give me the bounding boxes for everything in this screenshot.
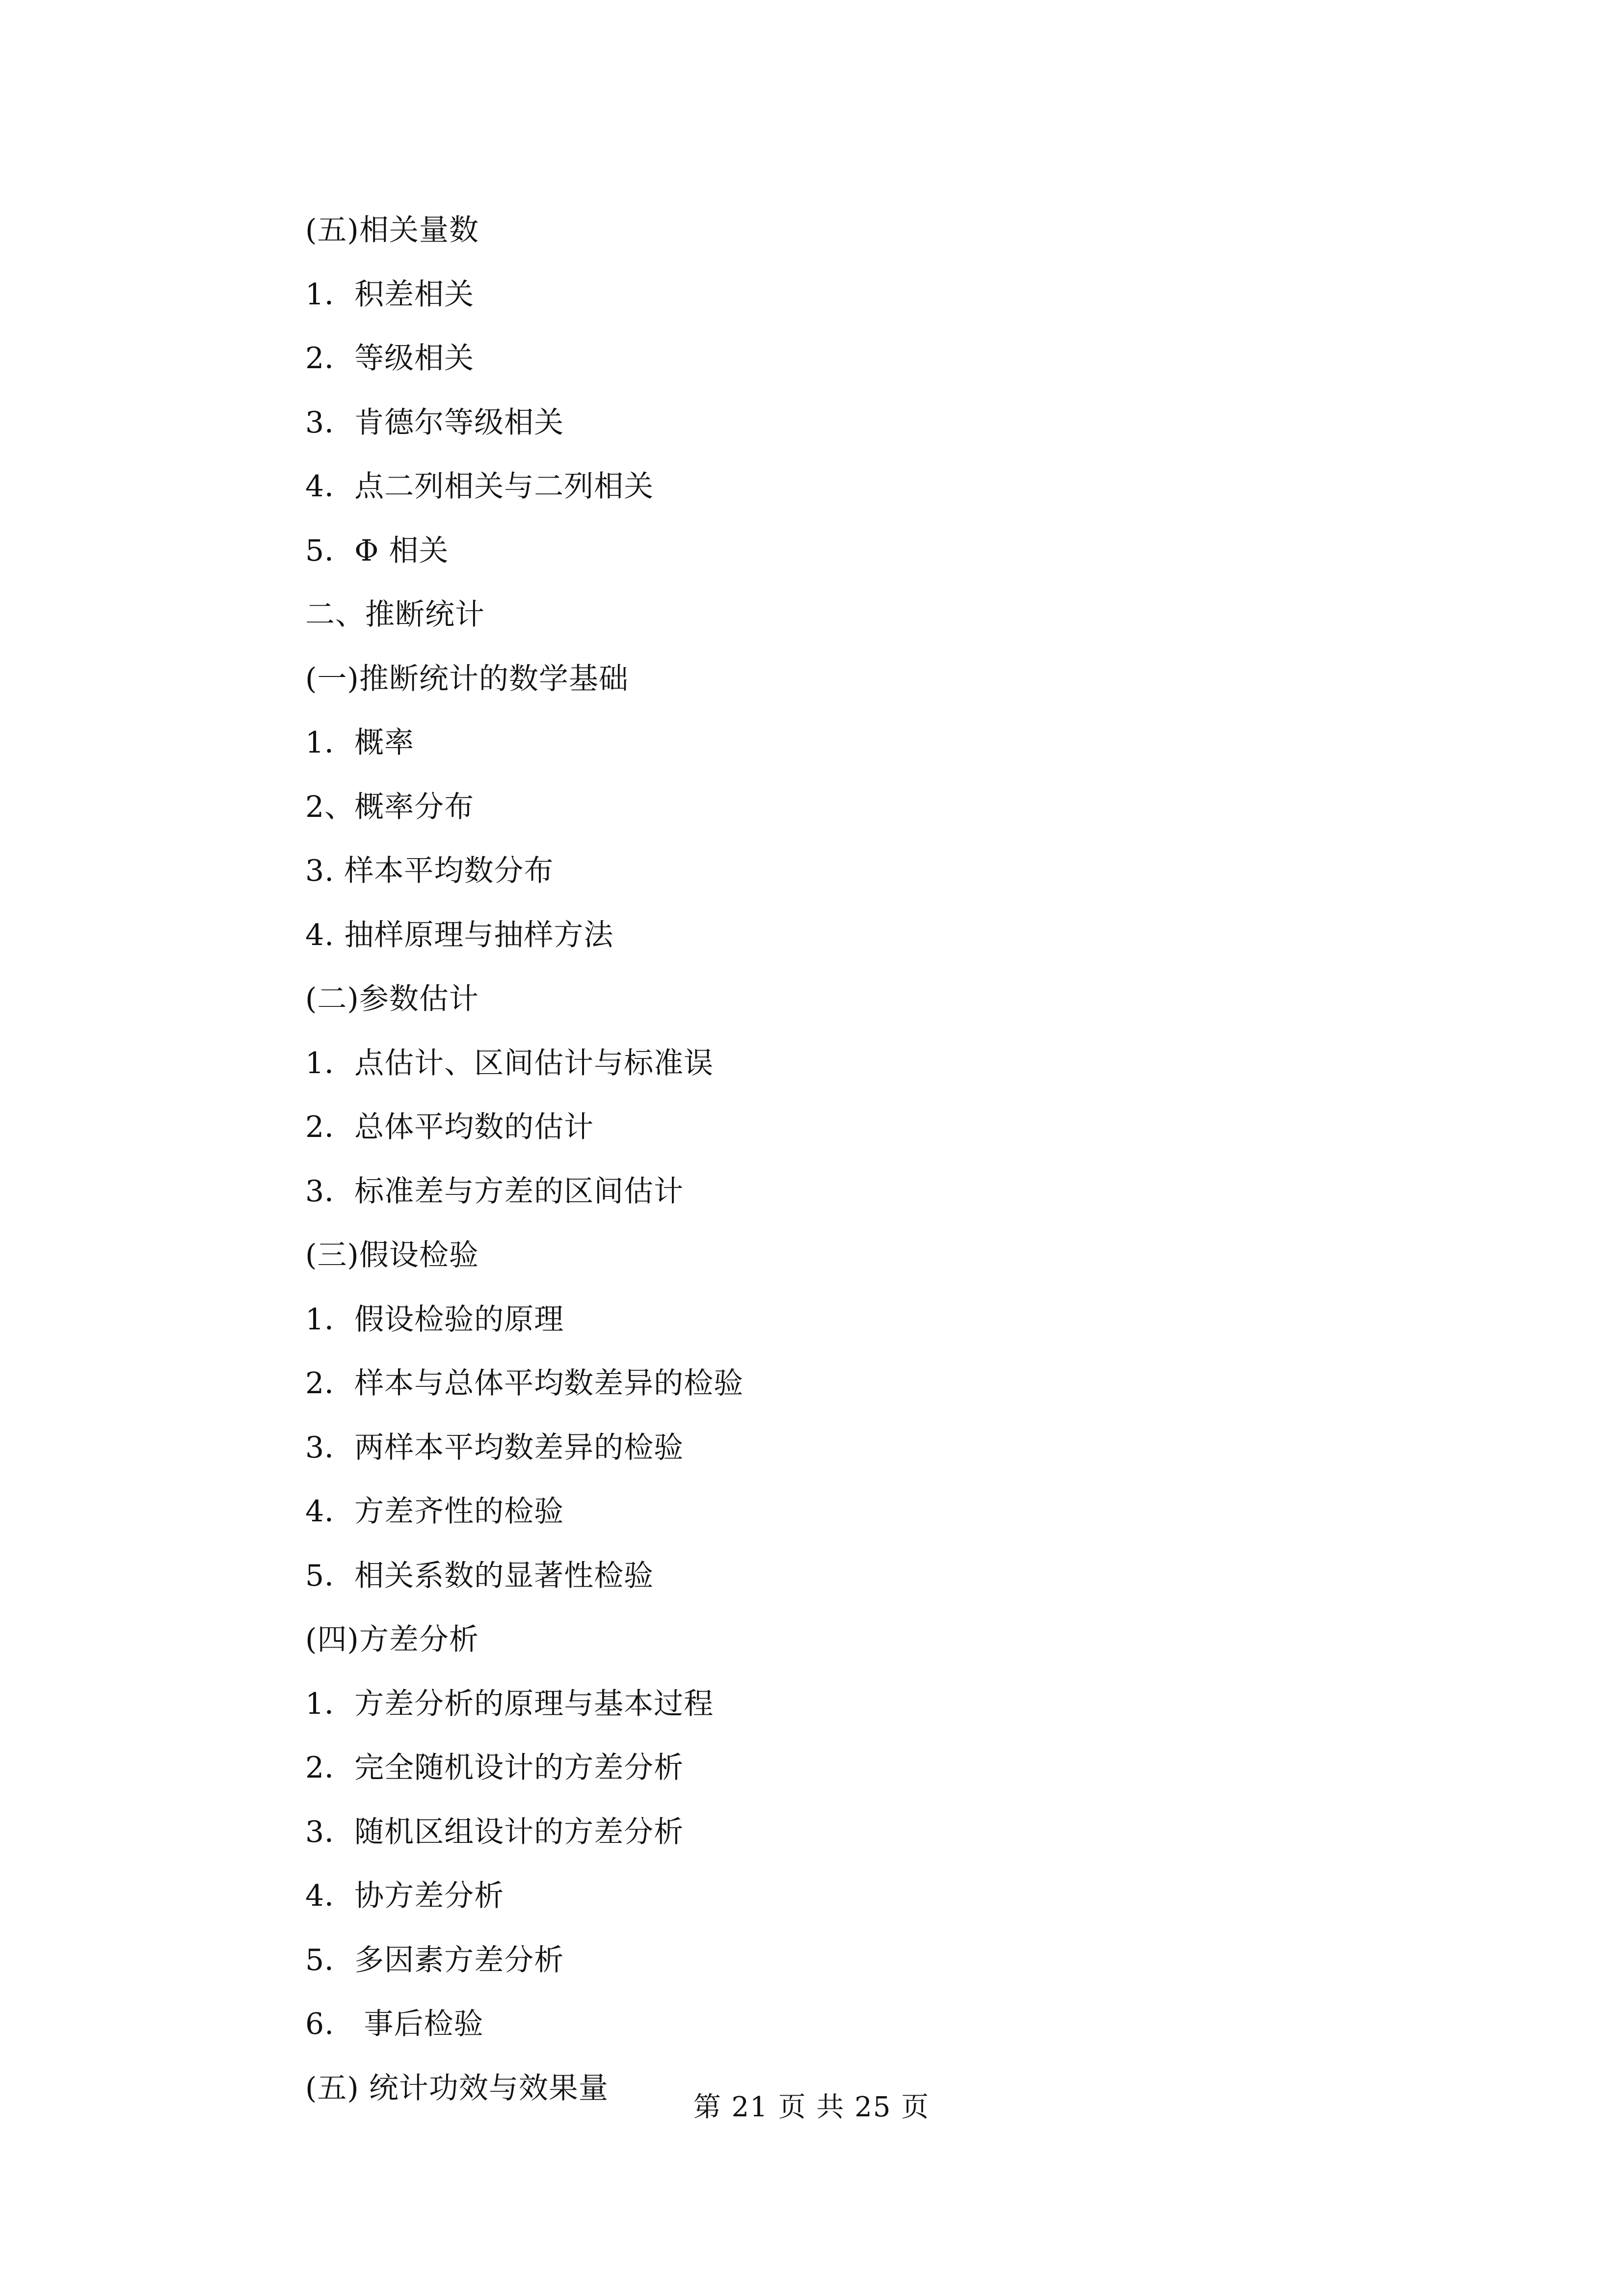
list-item: 2．总体平均数的估计 — [305, 1110, 594, 1144]
list-item: 4. 抽样原理与抽样方法 — [305, 918, 614, 952]
section-heading: (五)相关量数 — [305, 213, 479, 247]
list-item: 1．点估计、区间估计与标准误 — [305, 1046, 714, 1080]
page-number-footer: 第 21 页 共 25 页 — [693, 2091, 930, 2123]
list-item: 3．两样本平均数差异的检验 — [305, 1430, 684, 1465]
list-item: 2．完全随机设计的方差分析 — [305, 1751, 684, 1785]
list-item: 4．点二列相关与二列相关 — [305, 469, 654, 504]
list-item: 4．方差齐性的检验 — [305, 1494, 564, 1529]
list-item: 5．Φ 相关 — [305, 533, 449, 568]
list-item: 3. 样本平均数分布 — [305, 854, 554, 888]
list-item: 3．标准差与方差的区间估计 — [305, 1174, 684, 1209]
chapter-heading: 二、推断统计 — [305, 597, 485, 632]
document-body — [305, 206, 1385, 2128]
list-item: 3．肯德尔等级相关 — [305, 405, 564, 440]
list-item: 2．样本与总体平均数差异的检验 — [305, 1366, 744, 1401]
section-heading: (一)推断统计的数学基础 — [305, 661, 629, 696]
list-item: 1．假设检验的原理 — [305, 1302, 564, 1337]
list-item: 2、概率分布 — [305, 789, 475, 824]
list-item: 5．相关系数的显著性检验 — [305, 1558, 654, 1593]
list-item: 1．积差相关 — [305, 277, 475, 312]
section-heading: (三)假设检验 — [305, 1238, 479, 1272]
list-item: 5．多因素方差分析 — [305, 1943, 564, 1977]
section-heading: (二)参数估计 — [305, 982, 479, 1016]
list-item: 6. 事后检验 — [305, 2007, 484, 2041]
list-item: 2．等级相关 — [305, 341, 475, 376]
section-heading: (五) 统计功效与效果量 — [305, 2071, 609, 2106]
list-item: 1．方差分析的原理与基本过程 — [305, 1686, 714, 1721]
section-heading: (四)方差分析 — [305, 1622, 479, 1657]
list-item: 1．概率 — [305, 726, 415, 760]
list-item: 4．协方差分析 — [305, 1879, 505, 1913]
list-item: 3．随机区组设计的方差分析 — [305, 1814, 684, 1849]
